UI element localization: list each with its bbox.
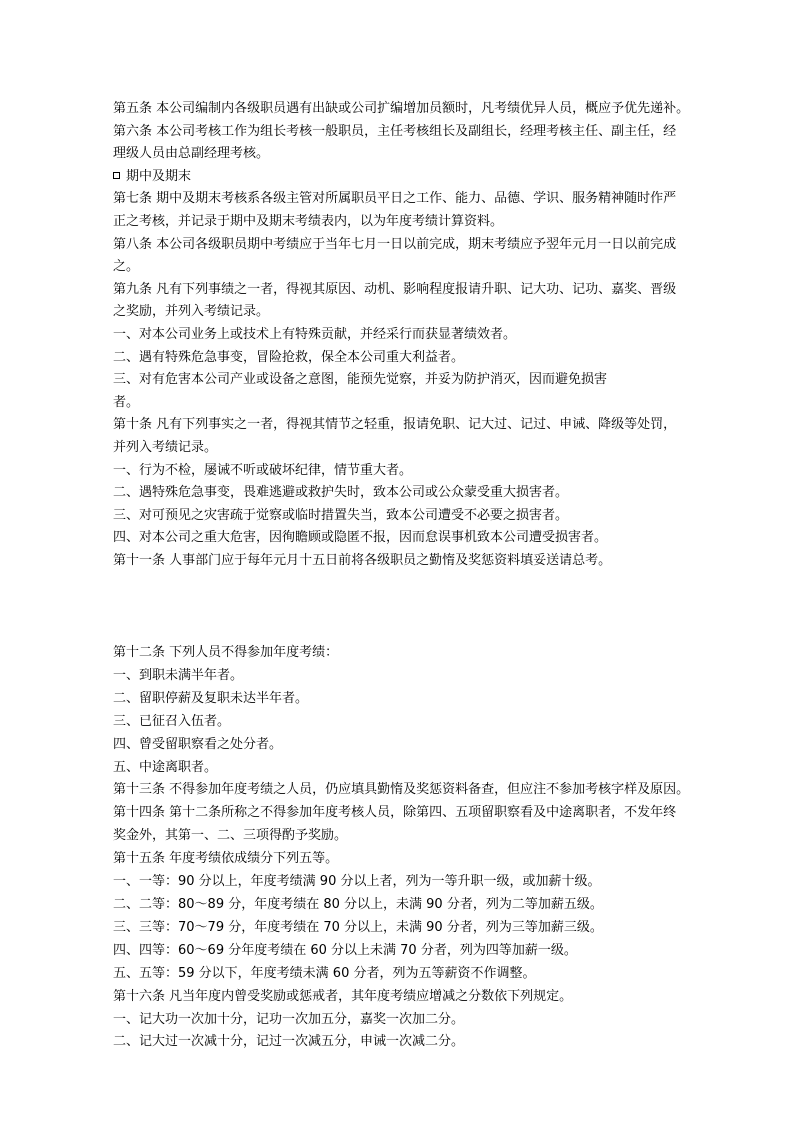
- article-16-item-2: 二、记大过一次减十分，记过一次减五分，申诫一次减二分。: [113, 1034, 465, 1050]
- article-15-item-2: 二、二等：80～89 分，年度考绩在 80 分以上，未满 90 分者，列为二等加薪五级。: [113, 896, 603, 912]
- article-15-item-3: 三、三等：70～79 分，年度考绩在 70 分以上，未满 90 分者，列为三等加薪三级。: [113, 919, 603, 935]
- article-12-item-5: 五、中途离职者。: [113, 759, 218, 775]
- article-16-item-1: 一、记大功一次加十分，记功一次加五分，嘉奖一次加二分。: [113, 1011, 465, 1027]
- article-9-item-2: 二、遇有特殊危急事变，冒险抢救，保全本公司重大利益者。: [113, 349, 465, 365]
- article-10-line-1: 第十条 凡有下列事实之一者，得视其情节之轻重，报请免职、记大过、记过、申诫、降级等处罚，: [113, 417, 677, 433]
- text-block-part2: [113, 642, 753, 1054]
- article-6-line-1: 第六条 本公司考核工作为组长考核一般职员，主任考核组长及副组长，经理考核主任、副主任，经: [113, 123, 677, 139]
- article-12-item-1: 一、到职未满半年者。: [113, 667, 244, 683]
- article-15-item-5: 五、五等：59 分以下，年度考绩未满 60 分者，列为五等薪资不作调整。: [113, 965, 536, 981]
- article-10-line-2: 并列入考绩记录。: [113, 439, 218, 455]
- article-13: 第十三条 不得参加年度考绩之人员，仍应填具勤惰及奖惩资料备查，但应注不参加考核字样及原因。: [113, 782, 690, 798]
- article-10-item-4: 四、对本公司之重大危害，因徇瞻顾或隐匿不报，因而怠误事机致本公司遭受损害者。: [113, 530, 608, 546]
- article-9-item-3: 三、对有危害本公司产业或设备之意图，能预先觉察，并妥为防护消灭，因而避免损害: [113, 372, 608, 388]
- text-block-part1: [113, 98, 753, 572]
- section-heading-label: 期中及期末: [126, 168, 192, 184]
- article-10-item-3: 三、对可预见之灾害疏于觉察或临时措置失当，致本公司遭受不必要之损害者。: [113, 507, 569, 523]
- article-14-line-2: 奖金外，其第一、二、三项得酌予奖励。: [113, 828, 348, 844]
- article-8-line-1: 第八条 本公司各级职员期中考绩应于当年七月一日以前完成，期末考绩应予翌年元月一日以前完成: [113, 236, 677, 252]
- article-7-line-2: 正之考核，并记录于期中及期末考绩表内，以为年度考绩计算资料。: [113, 213, 504, 229]
- article-10-item-2: 二、遇特殊危急事变，畏难逃避或救护失时，致本公司或公众蒙受重大损害者。: [113, 485, 569, 501]
- article-11: 第十一条 人事部门应于每年元月十五日前将各级职员之勤惰及奖惩资料填妥送请总考。: [113, 552, 612, 568]
- article-16: 第十六条 凡当年度内曾受奖励或惩戒者，其年度考绩应增减之分数依下列规定。: [113, 988, 573, 1004]
- article-15-item-1: 一、一等：90 分以上，年度考绩满 90 分以上者，列为一等升职一级，或加薪十级。: [113, 874, 601, 890]
- article-15: 第十五条 年度考绩依成绩分下列五等。: [113, 851, 339, 867]
- article-7-line-1: 第七条 期中及期末考核系各级主管对所属职员平日之工作、能力、品德、学识、服务精神随时作严: [113, 191, 677, 207]
- article-8-line-2: 之。: [113, 259, 140, 275]
- article-12-item-3: 三、已征召入伍者。: [113, 713, 231, 729]
- article-12-item-4: 四、曾受留职察看之处分者。: [113, 736, 283, 752]
- article-14-line-1: 第十四条 第十二条所称之不得参加年度考核人员，除第四、五项留职察看及中途离职者，不发年终: [113, 805, 677, 821]
- article-6-line-2: 理级人员由总副经理考核。: [113, 146, 270, 162]
- article-9-line-1: 第九条 凡有下列事绩之一者，得视其原因、动机、影响程度报请升职、记大功、记功、嘉奖、晋级: [113, 281, 677, 297]
- article-9-item-1: 一、对本公司业务上或技术上有特殊贡献，并经采行而获显著绩效者。: [113, 326, 517, 342]
- article-5: 第五条 本公司编制内各级职员遇有出缺或公司扩编增加员额时，凡考绩优异人员，概应予优先递补。: [113, 101, 690, 116]
- square-bullet-icon: [113, 172, 120, 179]
- article-12: 第十二条 下列人员不得参加年度考绩：: [113, 645, 339, 660]
- article-9-item-3-cont: 者。: [113, 394, 140, 410]
- section-heading: [113, 166, 753, 189]
- article-9-line-2: 之奖励，并列入考绩记录。: [113, 304, 270, 320]
- article-10-item-1: 一、行为不检，屡诫不听或破坏纪律，情节重大者。: [113, 462, 413, 478]
- article-12-item-2: 二、留职停薪及复职未达半年者。: [113, 690, 309, 706]
- article-15-item-4: 四、四等：60～69 分年度考绩在 60 分以上未满 70 分者，列为四等加薪一级。: [113, 942, 577, 958]
